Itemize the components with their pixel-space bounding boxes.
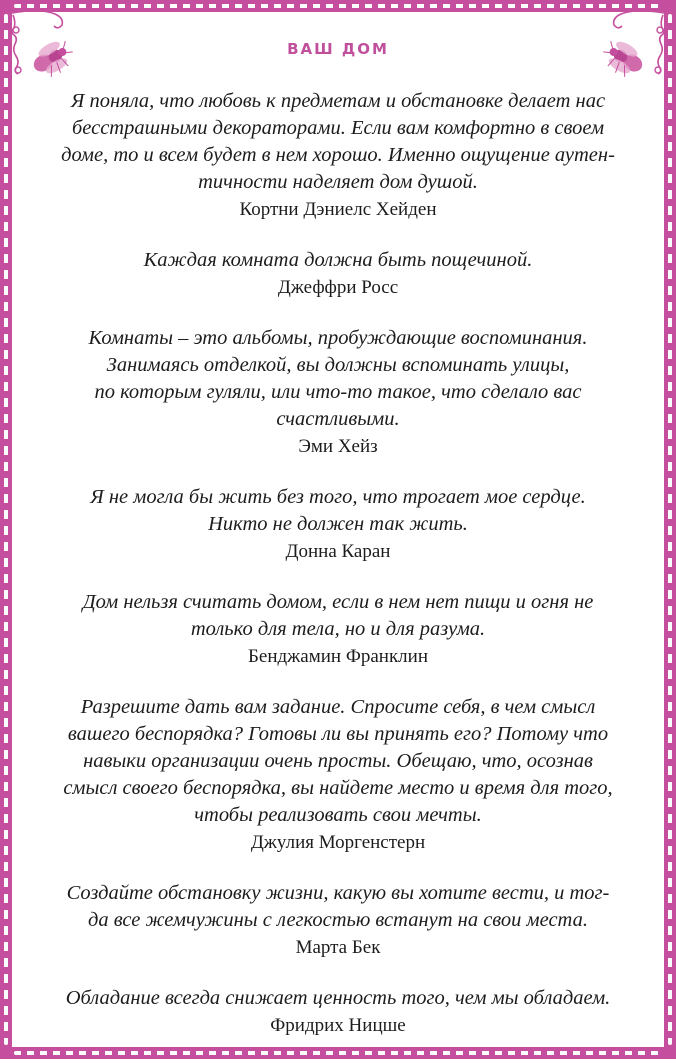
quote-author: Донна Каран — [285, 541, 391, 562]
quote-text: смысл своего беспорядка, вы найдете место и время для того, — [63, 777, 613, 799]
quote-block — [40, 88, 636, 223]
quote-block — [40, 985, 636, 1039]
quote-block — [40, 325, 636, 460]
quote-block — [40, 247, 636, 301]
quote-text: Никто не должен так жить. — [208, 513, 468, 535]
quote-text: бесстрашными декораторами. Если вам комфортно в своем — [71, 117, 605, 139]
quote-text: да все жемчужины с легкостью встанут на свои места. — [88, 909, 588, 931]
quote-block — [40, 880, 636, 961]
quote-text: Обладание всегда снижает ценность того, чем мы обладаем. — [65, 987, 611, 1009]
quote-text: навыки организации очень просты. Обещаю, что, осознав — [83, 750, 593, 772]
page-title: ВАШ ДОМ — [287, 40, 389, 58]
quote-author: Джеффри Росс — [277, 277, 399, 298]
quotes-list — [40, 88, 636, 1063]
quote-text: только для тела, но и для разума. — [190, 618, 486, 640]
quote-text: Занимаясь отделкой, вы должны вспоминать улицы, — [106, 354, 570, 376]
quote-text: Создайте обстановку жизни, какую вы хотите вести, и тог- — [66, 882, 610, 904]
quote-block — [40, 484, 636, 565]
quote-text: тичности наделяет дом душой. — [198, 171, 478, 193]
quote-author: Джулия Моргенстерн — [250, 832, 426, 853]
frame-right-border — [664, 0, 676, 1059]
quote-author: Кортни Дэниелс Хейден — [239, 199, 437, 220]
quote-text: Дом нельзя считать домом, если в нем нет пищи и огня не — [82, 591, 594, 613]
quote-author: Бенджамин Франклин — [247, 646, 428, 667]
quote-text: Комнаты – это альбомы, пробуждающие воспоминания. — [88, 327, 588, 349]
quote-text: по которым гуляли, или что-то такое, что сделало вас — [94, 381, 582, 403]
frame-left-border — [0, 0, 12, 1059]
quote-text: Я поняла, что любовь к предметам и обстановке делает нас — [70, 90, 606, 112]
quote-text: Каждая комната должна быть пощечиной. — [143, 249, 533, 271]
quote-author: Эми Хейз — [298, 436, 378, 457]
quote-text: Разрешите дать вам задание. Спросите себя, в чем смысл — [80, 696, 596, 718]
quote-author: Марта Бек — [295, 937, 381, 958]
quote-text: доме, то и всем будет в нем хорошо. Именно ощущение аутен- — [61, 144, 615, 166]
quote-text: Я не могла бы жить без того, что трогает мое сердце. — [90, 486, 586, 508]
frame-top-border — [0, 0, 676, 12]
quote-text: вашего беспорядка? Готовы ли вы принять его? Потому что — [67, 723, 609, 745]
quote-block — [40, 589, 636, 670]
quote-block — [40, 694, 636, 856]
quote-text: счастливыми. — [276, 408, 400, 430]
quote-author: Фридрих Ницше — [270, 1015, 406, 1036]
quote-text: чтобы реализовать свои мечты. — [194, 804, 482, 826]
